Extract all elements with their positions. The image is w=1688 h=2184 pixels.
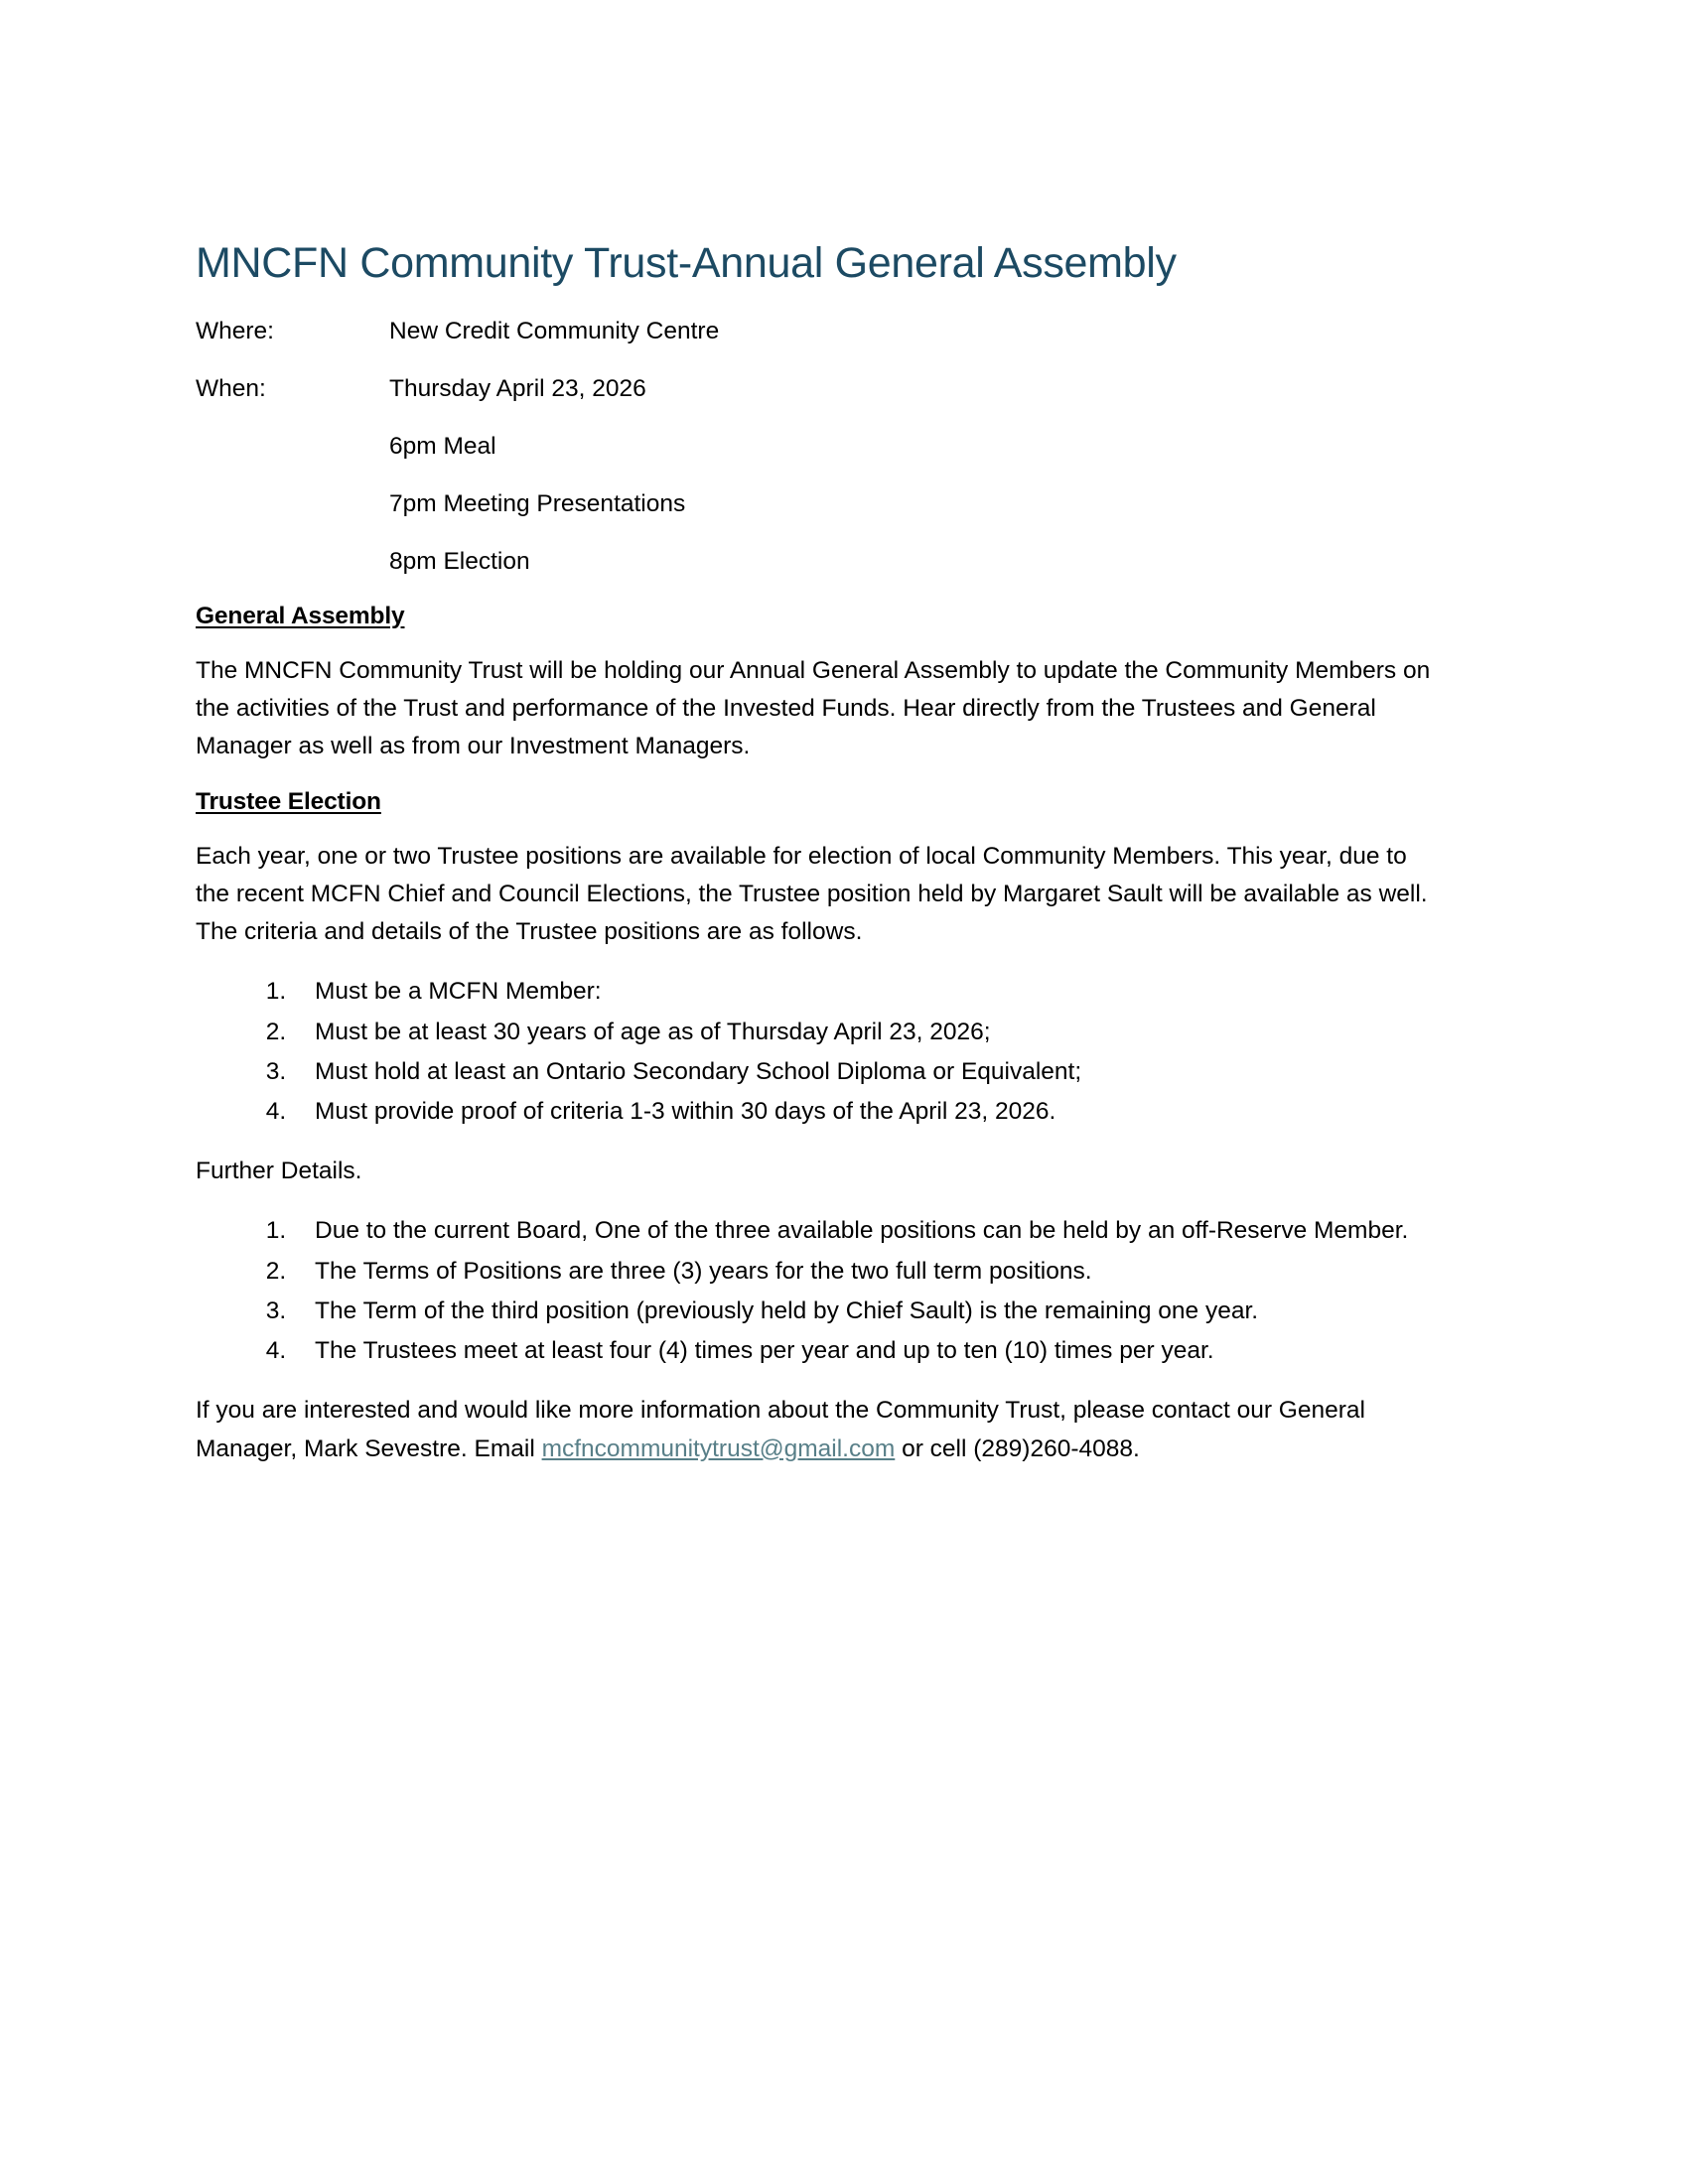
where-value: New Credit Community Centre: [389, 317, 720, 344]
list-item: 1. Must be a MCFN Member:: [293, 973, 1486, 1011]
list-item: 2. Must be at least 30 years of age as of Thursday April 23, 2026;: [293, 1014, 1486, 1051]
schedule-item-election: 8pm Election: [389, 547, 530, 575]
list-item: 1. Due to the current Board, One of the three available positions can be held by an off-Reserve Member.: [293, 1212, 1467, 1250]
list-item: 3. The Term of the third position (previously held by Chief Sault) is the remaining one year.: [293, 1293, 1467, 1330]
when-value: Thursday April 23, 2026: [389, 374, 646, 402]
paragraph-contact: [196, 1392, 1437, 1467]
when-label: When:: [196, 374, 266, 402]
detail-row-where: [196, 315, 1486, 347]
list-item: 4. The Trustees meet at least four (4) times per year and up to ten (10) times per year.: [293, 1332, 1467, 1370]
document-content: [196, 238, 1486, 1490]
list-item: 2. The Terms of Positions are three (3) years for the two full term positions.: [293, 1253, 1467, 1291]
heading-general-assembly: General Assembly: [196, 603, 405, 630]
page-title: MNCFN Community Trust-Annual General Assembly: [196, 239, 1177, 287]
detail-row-schedule-1: [196, 430, 1486, 463]
detail-row-schedule-2: [196, 487, 1486, 520]
paragraph-trustee-election: Each year, one or two Trustee positions are available for election of local Community Members. This year, due to the recent MCFN Chief and Council Elections, the Trustee position held by Margaret Sault will be available as well. The criteria and details of the Trustee positions are as follows.: [196, 842, 1428, 946]
list-item: 3. Must hold at least an Ontario Secondary School Diploma or Equivalent;: [293, 1053, 1486, 1091]
schedule-item-presentations: 7pm Meeting Presentations: [389, 489, 686, 517]
schedule-item-meal: 6pm Meal: [389, 432, 496, 460]
heading-further-details: Further Details.: [196, 1158, 362, 1185]
list-item: 4. Must provide proof of criteria 1-3 within 30 days of the April 23, 2026.: [293, 1093, 1486, 1131]
list-further-details: [196, 1212, 1486, 1370]
event-details-block: [196, 315, 1486, 578]
contact-text-before: If you are interested and would like more information about the Community Trust, please contact our General Manager, Mark Sevestre. Email: [196, 1397, 1365, 1462]
detail-row-schedule-3: [196, 545, 1486, 578]
contact-text-after: or cell (289)260-4088.: [895, 1434, 1140, 1462]
detail-row-when: [196, 372, 1486, 405]
heading-trustee-election: Trustee Election: [196, 787, 381, 815]
email-link[interactable]: mcfncommunitytrust@gmail.com: [541, 1434, 896, 1462]
where-label: Where:: [196, 317, 274, 344]
list-trustee-criteria: [196, 973, 1486, 1131]
paragraph-general-assembly: The MNCFN Community Trust will be holding our Annual General Assembly to update the Community Members on the activities of the Trust and performance of the Invested Funds. Hear directly from the Trustees and General Manager as well as from our Investment Managers.: [196, 657, 1431, 760]
